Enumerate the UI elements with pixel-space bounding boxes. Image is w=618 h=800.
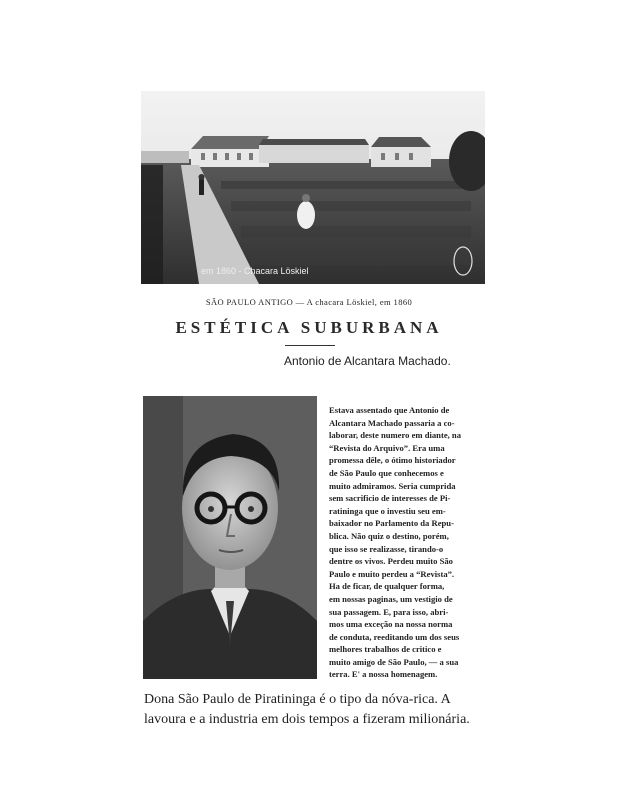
editorial-note-line: Estava assentado que Antonio de <box>329 405 450 415</box>
editorial-note-line: de conduta, reeditando um dos seus <box>329 631 460 642</box>
editorial-note-line: dentre os vivos. Perdeu muito São <box>329 556 453 567</box>
portrait-drawing <box>143 396 317 679</box>
editorial-note-line: muito amigo de São Paulo, — a sua <box>329 656 459 667</box>
editorial-note-line: “Revista do Arquivo”. Era uma <box>329 442 445 453</box>
historic-photo-chacara-loskiel <box>141 91 485 284</box>
article-author: Antonio de Alcantara Machado. <box>284 354 451 368</box>
editorial-note-line: sem sacrificio de interesses de Pi- <box>329 493 451 504</box>
editorial-note-line: sua passagem. E, para isso, abri- <box>329 606 449 617</box>
editorial-note-line: Paulo e muito perdeu a “Revista”. <box>329 568 455 579</box>
editorial-note-line: em nossas paginas, um vestigio de <box>329 593 453 604</box>
editorial-note <box>329 404 502 681</box>
historic-photo-drawing <box>141 91 485 284</box>
editorial-note-line: mos uma exceção na nossa norma <box>329 619 453 630</box>
editorial-note-line: de São Paulo que conhecemos e <box>329 467 444 478</box>
editorial-note-line: laborar, deste numero em diante, na <box>329 430 462 441</box>
article-body <box>144 690 502 730</box>
article-body-line: Dona São Paulo de Piratininga é o tipo da nóva-rica. A <box>144 692 451 707</box>
editorial-note-line: Alcantara Machado passaria a co- <box>329 417 455 428</box>
editorial-note-line: promessa dêle, o ótimo historiador <box>329 455 456 466</box>
photo-overlay-text: em 1860 - Chacara Löskiel <box>201 266 309 276</box>
editorial-note-line: muito admiramos. Seria cumprida <box>329 480 456 491</box>
title-divider <box>285 345 335 346</box>
author-portrait-photo <box>143 396 317 679</box>
editorial-note-line: que isso se realizasse, tirando-o <box>329 543 444 554</box>
photo-caption: SÃO PAULO ANTIGO — A chacara Löskiel, em 1860 <box>205 297 413 307</box>
editorial-note-line: ratininga que o investiu seu em- <box>329 505 446 516</box>
article-title: ESTÉTICA SUBURBANA <box>175 318 443 337</box>
article-body-line: lavoura e a industria em dois tempos a fizeram milionária. <box>144 712 470 727</box>
editorial-note-line: melhores trabalhos de critico e <box>329 644 442 655</box>
editorial-note-line: Ha de ficar, de qualquer forma, <box>329 581 445 592</box>
editorial-note-line: terra. E' a nossa homenagem. <box>329 669 438 680</box>
editorial-note-line: baixador no Parlamento da Repu- <box>329 518 454 529</box>
editorial-note-line: blica. Não quiz o destino, porém, <box>329 530 449 541</box>
